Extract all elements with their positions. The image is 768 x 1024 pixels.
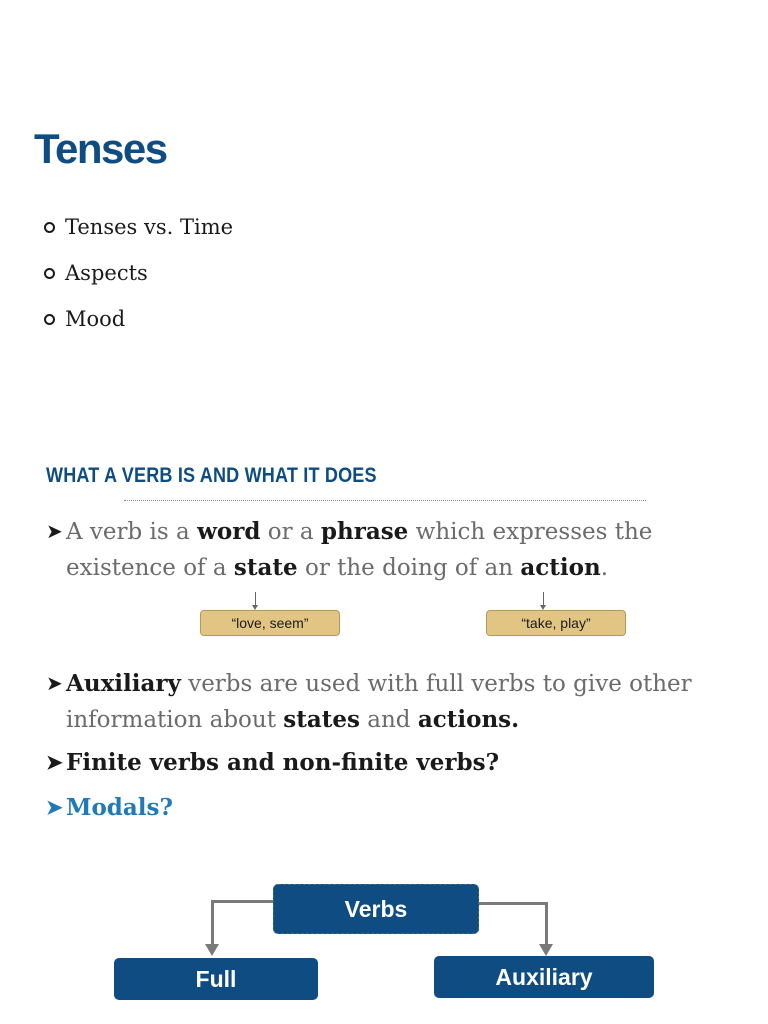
emphasis: state — [233, 554, 298, 581]
emphasis: actions. — [417, 706, 520, 733]
page-title: Tenses — [34, 125, 167, 172]
dotted-divider — [124, 500, 646, 501]
list-item — [44, 204, 233, 250]
text: which expresses the existence of a — [66, 519, 653, 581]
emphasis: word — [197, 518, 261, 545]
text: . — [600, 555, 609, 581]
emphasis: phrase — [320, 518, 409, 545]
list-item-label: Mood — [65, 307, 126, 331]
state-example-tag: “love, seem” — [200, 610, 340, 636]
text: and — [359, 707, 418, 733]
diagram-node-verbs: Verbs — [273, 884, 479, 934]
connector-line-right — [477, 902, 548, 949]
list-item — [44, 250, 233, 296]
text: or the doing of an — [297, 555, 521, 581]
finite-verbs-question — [46, 745, 696, 780]
text: A verb is a — [66, 519, 198, 545]
down-arrow-icon — [255, 592, 256, 606]
arrowhead-icon — [539, 944, 553, 956]
verb-definition-paragraph — [46, 514, 666, 586]
diagram-node-auxiliary: Auxiliary — [434, 956, 654, 998]
topic-list — [44, 204, 233, 342]
down-arrow-icon — [543, 592, 544, 606]
arrow-bullet-icon: ➤ — [46, 671, 63, 695]
arrow-bullet-icon: ➤ — [46, 750, 63, 774]
list-item — [44, 296, 233, 342]
emphasis: Auxiliary — [66, 670, 181, 697]
text: or a — [260, 519, 321, 545]
arrow-bullet-icon: ➤ — [46, 795, 63, 819]
circle-bullet-icon — [44, 222, 55, 233]
auxiliary-paragraph — [46, 666, 696, 738]
text: Modals? — [66, 794, 173, 821]
section-heading: WHAT A VERB IS AND WHAT IT DOES — [46, 464, 377, 487]
emphasis: states — [283, 706, 360, 733]
diagram-node-full: Full — [114, 958, 318, 1000]
emphasis: action — [520, 554, 601, 581]
circle-bullet-icon — [44, 268, 55, 279]
list-item-label: Tenses vs. Time — [65, 215, 234, 239]
circle-bullet-icon — [44, 314, 55, 325]
modals-link[interactable] — [46, 790, 696, 825]
text: verbs are used with full verbs to give other information about — [66, 671, 692, 733]
connector-line-left — [211, 900, 276, 949]
arrow-bullet-icon: ➤ — [46, 519, 63, 543]
action-example-tag: “take, play” — [486, 610, 626, 636]
list-item-label: Aspects — [65, 261, 148, 285]
text: Finite verbs and non-finite verbs? — [66, 749, 500, 776]
arrowhead-icon — [205, 944, 219, 956]
